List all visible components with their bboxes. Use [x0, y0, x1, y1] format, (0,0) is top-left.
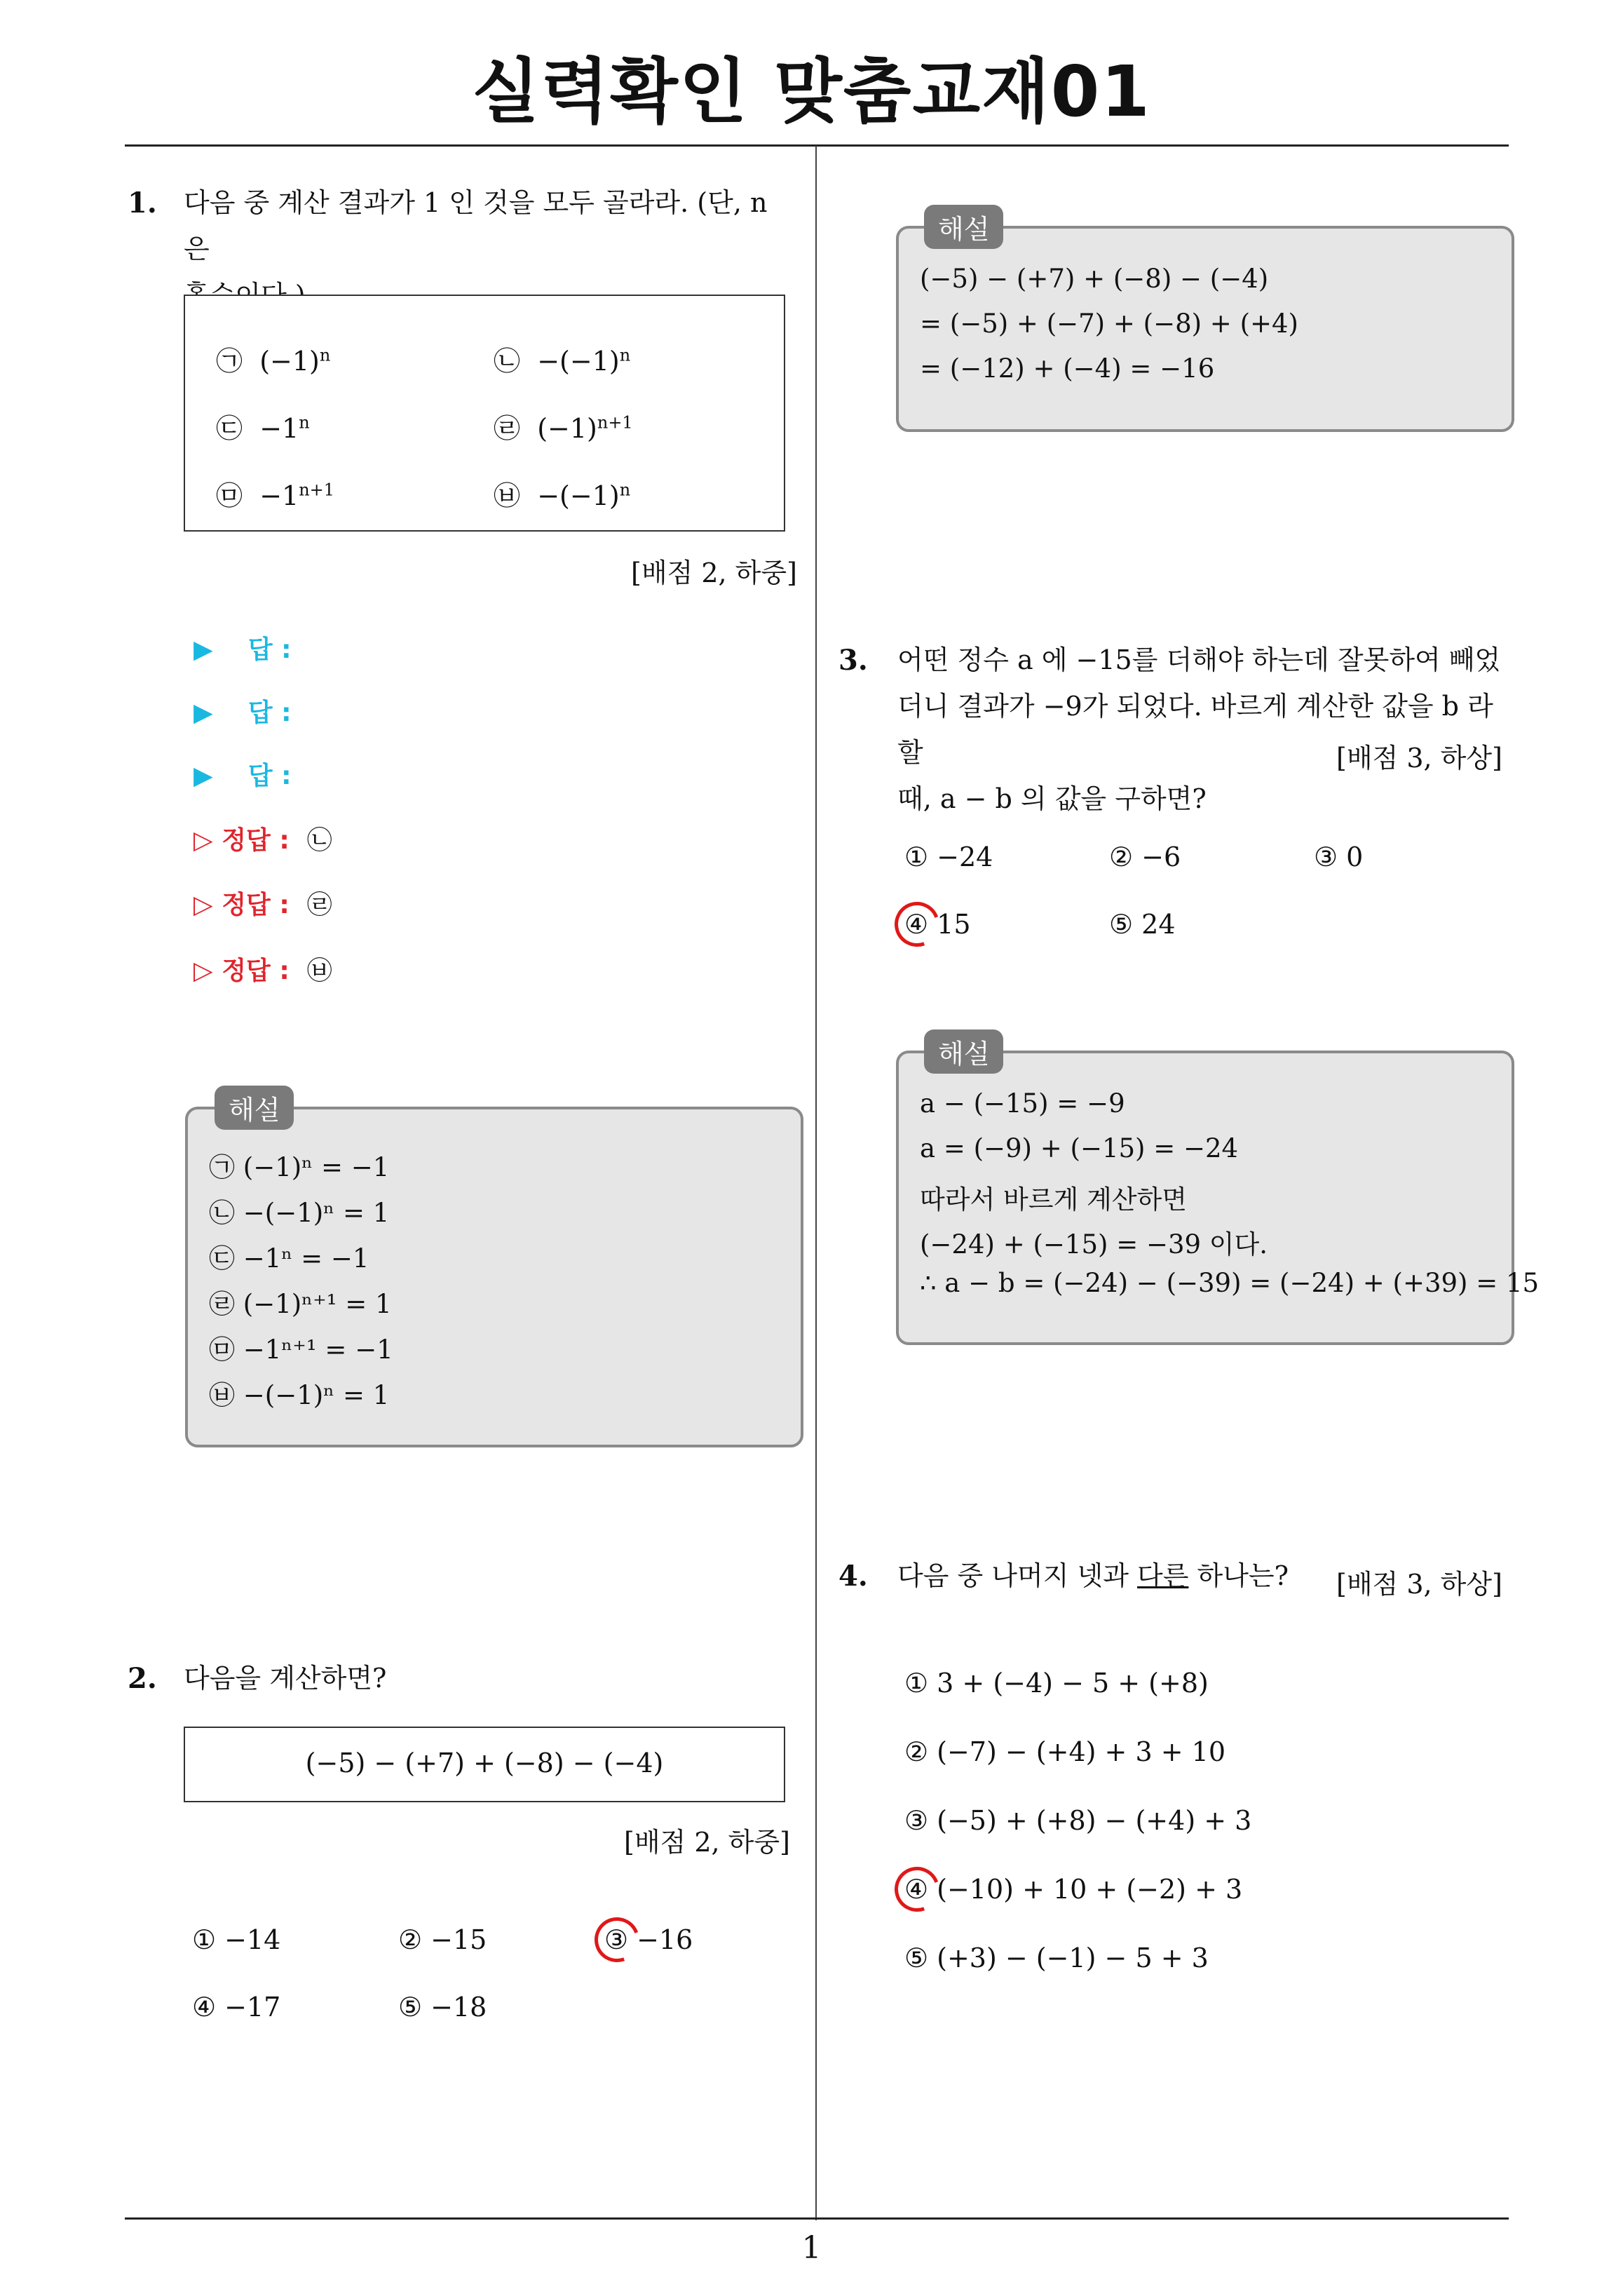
q1-option-2-sup: n [619, 345, 631, 365]
question-2-number: 2. [128, 1662, 157, 1695]
question-3-explanation-tag: 해설 [924, 1029, 1003, 1074]
answer-prompt-3-label: 답 : [247, 762, 292, 790]
question-4-score: [배점 3, 하상] [1336, 1569, 1502, 1600]
question-3-text-line2: 더니 결과가 −9가 되었다. 바르게 계산한 값을 b 라 할 [897, 691, 1493, 768]
q4-choice-2[interactable]: ② (−7) − (+4) + 3 + 10 [904, 1736, 1226, 1767]
column-divider [815, 146, 817, 2220]
q3-marked-answer-circle [887, 894, 946, 954]
question-1-score: [배점 2, 하중] [631, 558, 797, 588]
correct-answer-1-label: 정답 : [222, 826, 290, 855]
q1-option-5-mark: ㉤ [216, 480, 243, 511]
correct-answer-2-label: 정답 : [222, 891, 290, 919]
question-3-number: 3. [838, 644, 868, 677]
q1-option-4-expr: (−1) [537, 413, 597, 444]
q1-option-5-expr: −1 [259, 480, 299, 511]
question-3-score: [배점 3, 하상] [1336, 743, 1502, 774]
q3-expl-line-2: a = (−9) + (−15) = −24 [920, 1133, 1239, 1163]
question-2-expression: (−5) − (+7) + (−8) − (−4) [305, 1748, 664, 1778]
question-3-text-line3: 때, a − b 의 값을 구하면? [897, 783, 1207, 814]
q3-expl-line-3: 따라서 바르게 계산하면 [920, 1184, 1187, 1215]
q2-choice-1[interactable]: ① −14 [192, 1924, 281, 1955]
q1-expl-line-1: ㉠ (−1)ⁿ = −1 [209, 1152, 390, 1182]
correct-answer-1-value: ㉡ [306, 826, 332, 855]
q1-option-1-expr: (−1) [259, 346, 320, 377]
question-2-text: 다음을 계산하면? [184, 1663, 387, 1694]
q1-option-4 [494, 407, 633, 445]
q3-expl-line-5: ∴ a − b = (−24) − (−39) = (−24) + (+39) = 15 [920, 1268, 1540, 1298]
q1-expl-line-2: ㉡ −(−1)ⁿ = 1 [209, 1198, 390, 1228]
q1-option-5-sup: n+1 [299, 480, 335, 500]
q2-expl-line-1: (−5) − (+7) + (−8) − (−4) [920, 264, 1269, 294]
q1-option-1 [216, 339, 330, 378]
q1-option-6-sup: n [619, 480, 631, 500]
question-1-number: 1. [128, 187, 157, 220]
question-3-text-line1: 어떤 정수 a 에 −15를 더해야 하는데 잘못하여 빼었 [897, 644, 1501, 675]
question-4-text-after: 하나는? [1188, 1560, 1289, 1591]
outline-arrow-icon: ▷ [193, 826, 213, 855]
question-1-explanation-tag: 해설 [215, 1086, 294, 1130]
question-2-expression-box [184, 1727, 785, 1802]
answer-prompt-1 [193, 630, 292, 666]
question-2-explanation-box [896, 226, 1514, 432]
play-arrow-icon: ▶ [193, 635, 213, 664]
q3-choice-5[interactable]: ⑤ 24 [1109, 909, 1176, 940]
q2-choice-4[interactable]: ④ −17 [192, 1992, 281, 2022]
q2-expl-line-2: = (−5) + (−7) + (−8) + (+4) [920, 309, 1298, 339]
q1-expl-line-3: ㉢ −1ⁿ = −1 [209, 1243, 369, 1274]
q3-choice-2[interactable]: ② −6 [1109, 842, 1181, 872]
q2-choice-3[interactable]: ③ −16 [604, 1924, 693, 1955]
footer-rule [125, 2217, 1509, 2220]
q1-option-6-mark: ㉥ [494, 480, 521, 511]
correct-answer-3-label: 정답 : [222, 957, 290, 985]
q1-option-4-sup: n+1 [597, 412, 633, 433]
q4-choice-5[interactable]: ⑤ (+3) − (−1) − 5 + 3 [904, 1943, 1209, 1973]
q1-option-2 [494, 339, 630, 378]
question-1-options-box [184, 295, 785, 532]
q4-marked-answer-circle [887, 1859, 946, 1919]
q1-option-2-mark: ㉡ [494, 346, 521, 377]
question-4-number: 4. [838, 1560, 868, 1593]
question-3-explanation-box [896, 1051, 1540, 1345]
play-arrow-icon: ▶ [193, 762, 213, 790]
q1-expl-line-5: ㉤ −1ⁿ⁺¹ = −1 [209, 1335, 393, 1365]
q4-choice-3[interactable]: ③ (−5) + (+8) − (+4) + 3 [904, 1805, 1252, 1836]
correct-answer-3 [193, 951, 332, 987]
q2-expl-line-3: = (−12) + (−4) = −16 [920, 353, 1215, 384]
q1-option-4-mark: ㉣ [494, 413, 521, 444]
q4-choice-1[interactable]: ① 3 + (−4) − 5 + (+8) [904, 1668, 1209, 1699]
q1-expl-line-6: ㉥ −(−1)ⁿ = 1 [209, 1380, 390, 1410]
header-rule [125, 144, 1509, 147]
q1-expl-line-4: ㉣ (−1)ⁿ⁺¹ = 1 [209, 1289, 392, 1319]
question-4-text-underlined: 다른 [1136, 1560, 1189, 1591]
q1-option-2-expr: −(−1) [537, 346, 620, 377]
outline-arrow-icon: ▷ [193, 891, 213, 919]
q1-option-6 [494, 474, 630, 513]
question-1-text-line1: 다음 중 계산 결과가 1 인 것을 모두 골라라. (단, n 은 [184, 187, 768, 264]
question-2-explanation-tag: 해설 [924, 205, 1003, 249]
q3-choice-3[interactable]: ③ 0 [1314, 842, 1364, 872]
answer-prompt-3 [193, 756, 292, 792]
q1-option-3-expr: −1 [259, 413, 299, 444]
outline-arrow-icon: ▷ [193, 957, 213, 985]
q3-choice-4[interactable]: ④ 15 [904, 909, 971, 940]
answer-prompt-2-label: 답 : [247, 698, 292, 727]
question-2-score: [배점 2, 하중] [624, 1827, 790, 1858]
q2-choice-5[interactable]: ⑤ −18 [398, 1992, 487, 2022]
q3-expl-line-4: (−24) + (−15) = −39 이다. [920, 1229, 1268, 1260]
answer-prompt-1-label: 답 : [247, 635, 292, 664]
correct-answer-2-value: ㉣ [306, 891, 332, 919]
question-4-text [897, 1553, 1289, 1599]
q1-option-1-sup: n [319, 345, 331, 365]
q1-option-5 [216, 474, 334, 513]
q1-option-3-mark: ㉢ [216, 413, 243, 444]
q1-option-1-mark: ㉠ [216, 346, 243, 377]
question-3-text [897, 637, 1514, 822]
q1-option-3 [216, 407, 310, 445]
question-4-text-before: 다음 중 나머지 넷과 [897, 1560, 1137, 1591]
q1-option-3-sup: n [299, 412, 310, 433]
q3-expl-line-1: a − (−15) = −9 [920, 1088, 1125, 1119]
q1-option-6-expr: −(−1) [537, 480, 620, 511]
q4-choice-4[interactable]: ④ (−10) + 10 + (−2) + 3 [904, 1874, 1243, 1905]
answer-prompt-2 [193, 693, 292, 729]
question-1-explanation-box [185, 1107, 803, 1447]
correct-answer-1 [193, 821, 332, 856]
q2-choice-2[interactable]: ② −15 [398, 1924, 487, 1955]
page-number: 1 [801, 2230, 822, 2266]
correct-answer-3-value: ㉥ [306, 957, 332, 985]
q3-choice-1[interactable]: ① −24 [904, 842, 993, 872]
play-arrow-icon: ▶ [193, 698, 213, 727]
q2-marked-answer-circle [587, 1910, 646, 1969]
page-title: 실력확인 맞춤교재01 [472, 50, 1151, 133]
correct-answer-2 [193, 885, 332, 921]
